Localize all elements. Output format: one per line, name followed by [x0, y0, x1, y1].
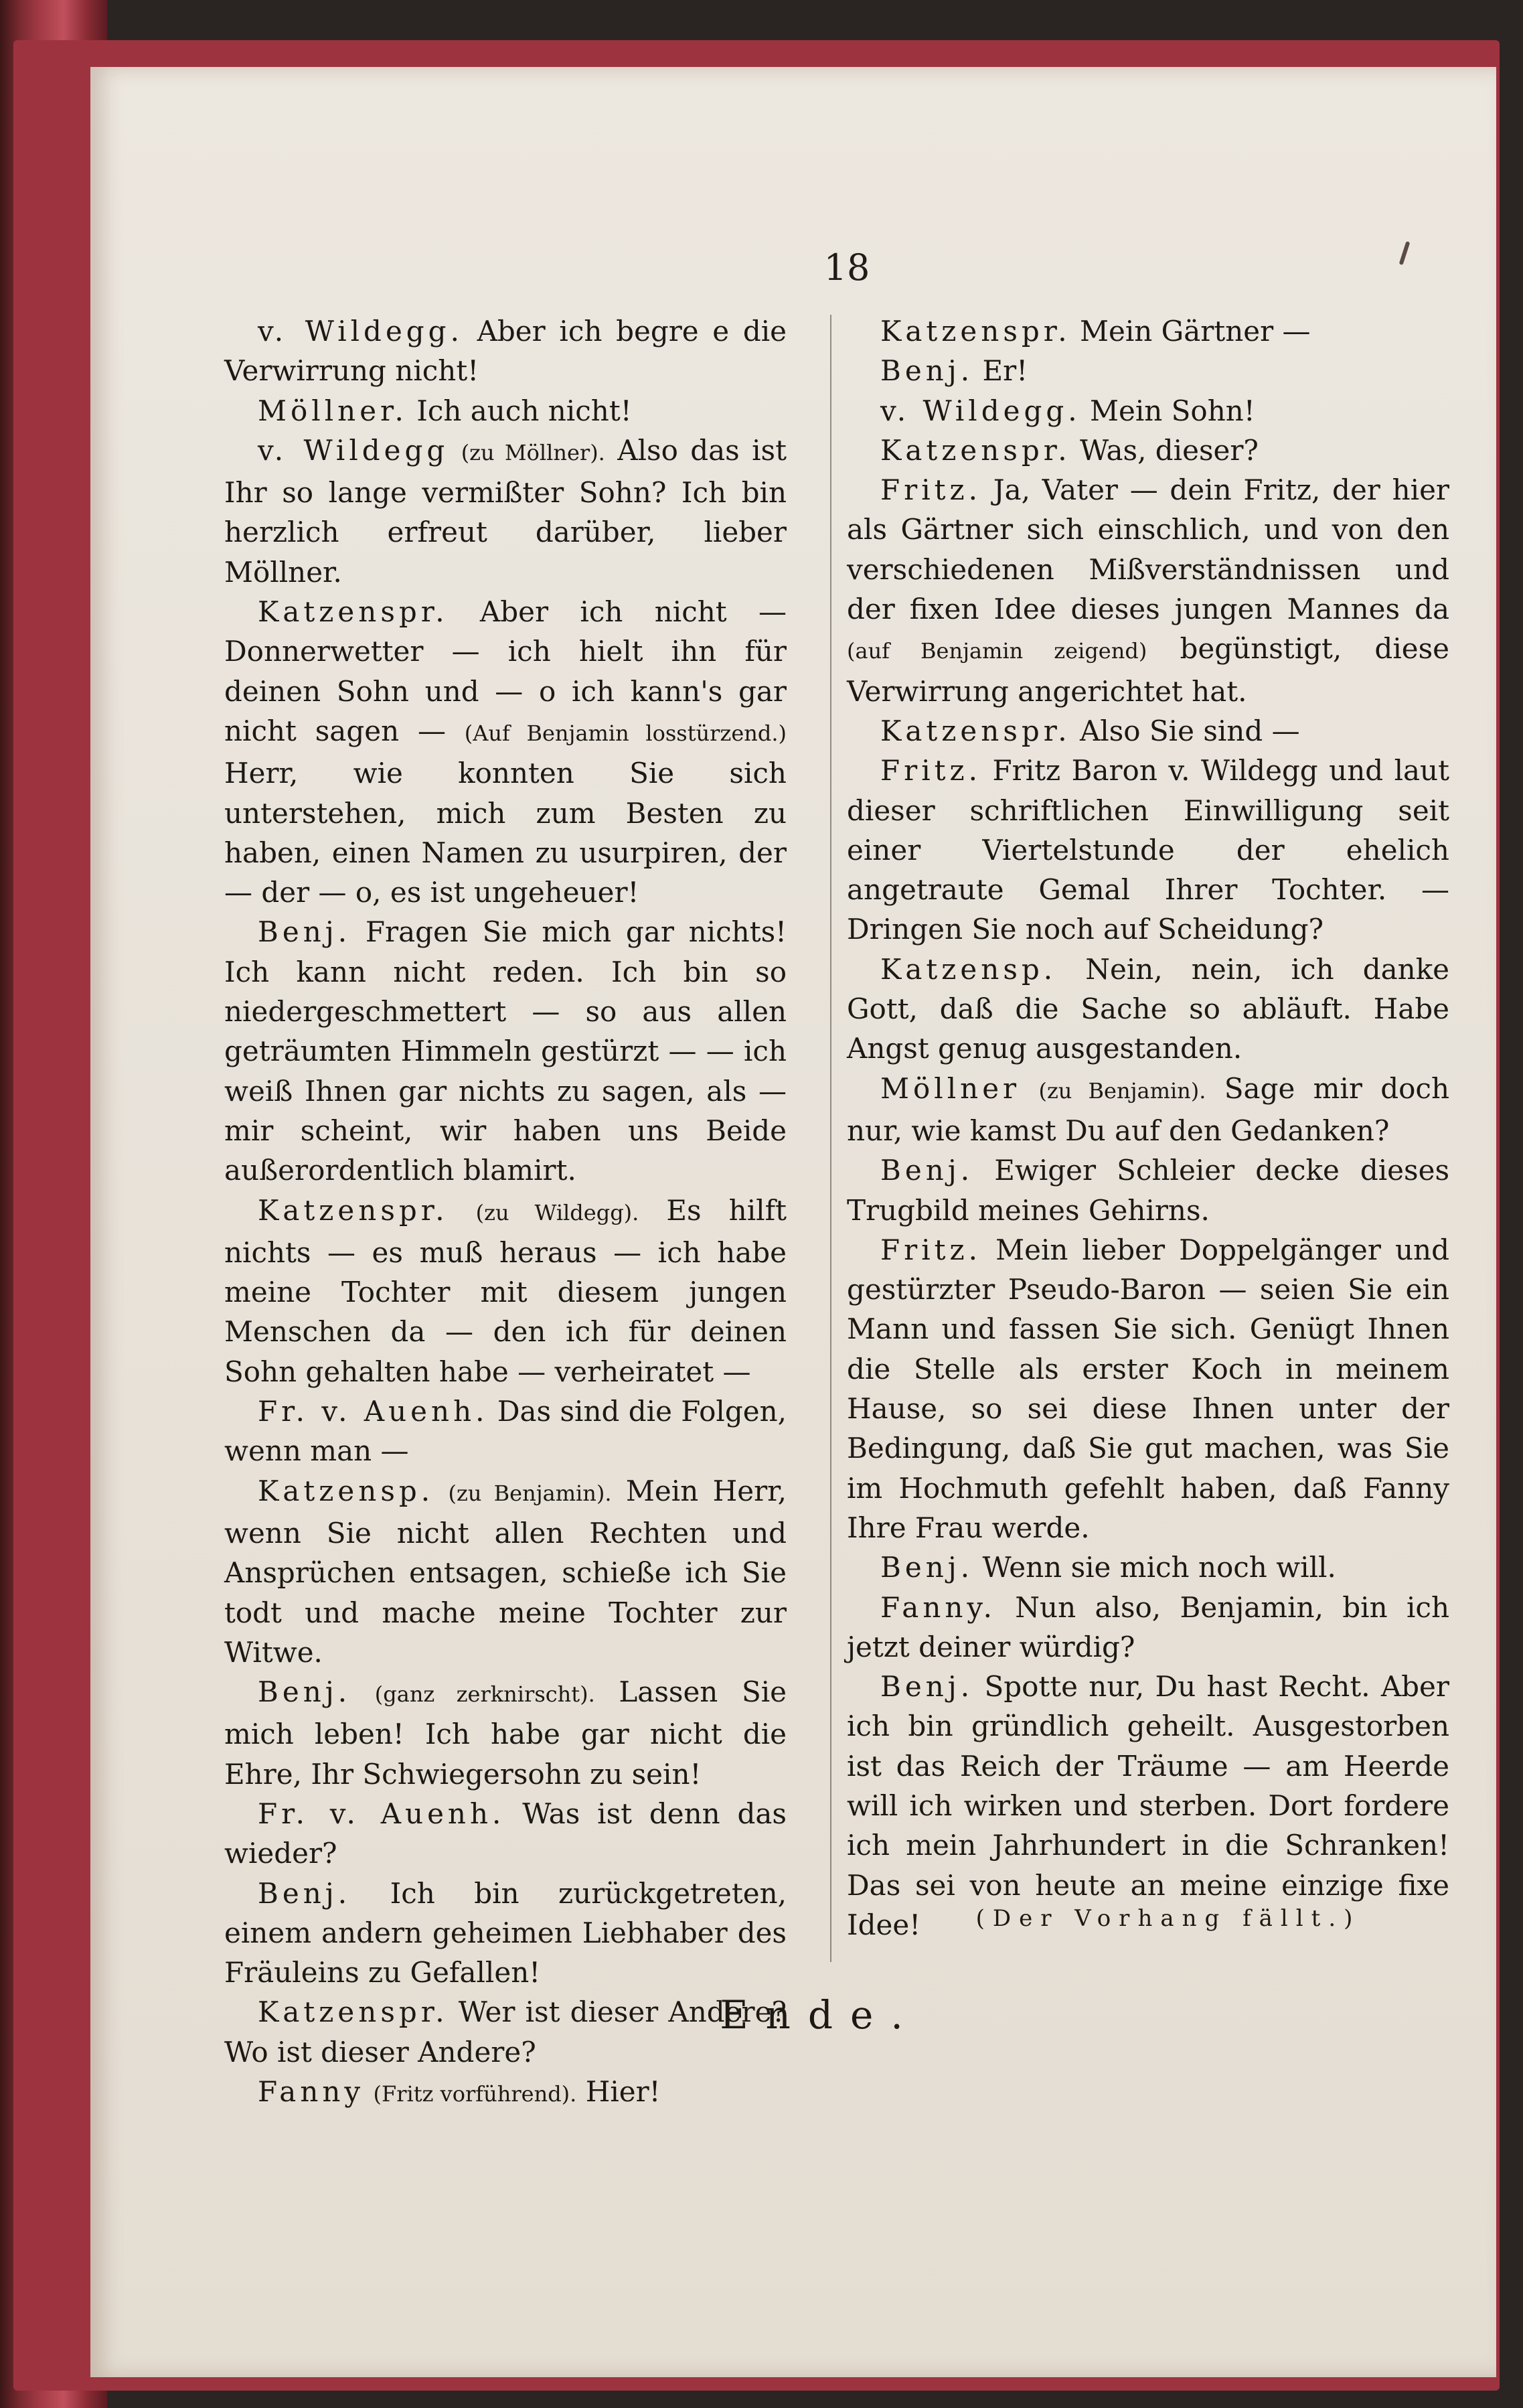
- dialogue-line: [847, 391, 1449, 431]
- dialogue-line: [224, 391, 787, 431]
- speaker-name: Katzenspr.: [880, 714, 1071, 747]
- dialogue-text: Was, dieser?: [1079, 433, 1259, 467]
- speaker-name: v. Wildegg.: [258, 315, 463, 348]
- dialogue-line: [847, 1548, 1449, 1587]
- stage-direction: (zu Benjamin).: [1038, 1077, 1206, 1104]
- dialogue-text: Ewiger Schleier decke dieses Trugbild meines Gehirns.: [847, 1154, 1449, 1227]
- dialogue-text: Wer ist dieser Andere? Wo ist dieser Andere?: [224, 1996, 787, 2068]
- speaker-name: Benj.: [880, 354, 974, 388]
- dialogue-line: [224, 311, 787, 391]
- stage-direction: (auf Benjamin zeigend): [847, 638, 1147, 664]
- dialogue-line: [224, 912, 787, 1190]
- dialogue-line: [847, 311, 1449, 351]
- speaker-name: Benj.: [258, 1675, 351, 1709]
- dialogue-text: Mein Sohn!: [1089, 394, 1255, 427]
- dialogue-line: [847, 1150, 1449, 1230]
- dialogue-text: Hier!: [585, 2075, 661, 2109]
- speaker-name: Fr. v. Auenh.: [258, 1395, 489, 1428]
- speaker-name: Katzensp.: [880, 952, 1057, 986]
- dialogue-text: Wenn sie mich noch will.: [982, 1551, 1336, 1584]
- dialogue-line: [224, 592, 787, 912]
- dialogue-line: [847, 1069, 1449, 1151]
- dialogue-line: [224, 1992, 787, 2072]
- stage-direction: (Fritz vorführend).: [373, 2081, 577, 2107]
- pencil-mark: [1399, 241, 1411, 265]
- speaker-name: Katzenspr.: [880, 433, 1071, 467]
- dialogue-text: Herr, wie konnten Sie sich unterstehen, mich zum Besten zu haben, einen Namen zu usurpiren, der — der — o, es ist ungeheuer!: [224, 757, 787, 909]
- speaker-name: Fritz.: [880, 473, 982, 507]
- stage-direction: (zu Wildegg).: [475, 1199, 639, 1225]
- dialogue-line: [847, 431, 1449, 470]
- dialogue-text: Mein Gärtner —: [1079, 315, 1311, 348]
- dialogue-text: Das sind die Folgen, wenn man —: [224, 1395, 787, 1468]
- dialogue-text: Ja, Vater — dein Fritz, der hier als Gärtner sich einschlich, und von den verschiedenen Mißverständnissen und der fixen Idee dieses jungen Mannes da: [847, 473, 1449, 626]
- dialogue-text: Also das ist Ihr so lange vermißter Sohn? Ich bin herzlich erfreut darüber, lieber Möllner.: [224, 433, 787, 589]
- speaker-name: Benj.: [258, 1876, 351, 1910]
- speaker-name: Fr. v. Auenh.: [258, 1797, 505, 1830]
- left-column: [224, 311, 787, 2114]
- ende-heading: Ende.: [720, 1992, 920, 2038]
- dialogue-line: [224, 1874, 787, 1993]
- speaker-name: Katzenspr.: [258, 1996, 449, 2029]
- column-divider: [830, 315, 831, 1962]
- speaker-name: Fritz.: [880, 1233, 982, 1266]
- dialogue-text: begünstigt, diese Verwirrung angerichtet hat.: [847, 632, 1450, 708]
- closing-stage-direction: (Der Vorhang fällt.): [975, 1905, 1361, 1932]
- speaker-name: Benj.: [880, 1551, 974, 1584]
- dialogue-line: [847, 470, 1449, 711]
- dialogue-line: [224, 1471, 787, 1672]
- dialogue-line: [847, 1588, 1449, 1667]
- speaker-name: Benj.: [258, 915, 351, 949]
- dialogue-text: Ich bin zurückgetreten, einem andern geheimen Liebhaber des Fräuleins zu Gefallen!: [224, 1876, 787, 1989]
- speaker-name: Benj.: [880, 1154, 974, 1187]
- dialogue-text: Fragen Sie mich gar nichts! Ich kann nicht reden. Ich bin so niedergeschmettert — so aus allen geträumten Himmeln gestürzt — — ich weiß Ihnen gar nichts zu sagen, als — mir scheint, wir haben uns Beide außerordentlich blamirt.: [224, 915, 787, 1187]
- dialogue-line: [847, 1230, 1449, 1548]
- speaker-name: Möllner: [880, 1071, 1021, 1105]
- dialogue-text: Er!: [982, 354, 1028, 388]
- speaker-name: Benj.: [880, 1670, 974, 1704]
- speaker-name: Katzenspr.: [258, 1193, 449, 1227]
- dialogue-text: Es hilft nichts — es muß heraus — ich habe meine Tochter mit diesem jungen Menschen da — den ich für deinen Sohn gehalten habe — verheiratet —: [224, 1193, 787, 1388]
- stage-direction: (zu Möllner).: [461, 439, 605, 465]
- dialogue-line: [224, 1794, 787, 1874]
- dialogue-text: Mein lieber Doppelgänger und gestürzter Pseudo-Baron — seien Sie ein Mann und fassen Sie sich. Genügt Ihnen die Stelle als erster Koch in meinem Hause, so sei diese Ihnen unter der Bedingung, daß Sie gut machen, was Sie im Hochmuth gefehlt haben, daß Fanny Ihre Frau werde.: [847, 1233, 1449, 1544]
- dialogue-line: [224, 431, 787, 592]
- dialogue-text: Sage mir doch nur, wie kamst Du auf den Gedanken?: [847, 1071, 1449, 1147]
- dialogue-text: Fritz Baron v. Wildegg und laut dieser schriftlichen Einwilligung seit einer Viertelstunde der ehelich angetraute Gemal Ihrer Tochter. — Dringen Sie noch auf Scheidung?: [847, 754, 1449, 946]
- dialogue-line: [847, 950, 1449, 1069]
- dialogue-text: Nein, nein, ich danke Gott, daß die Sache so abläuft. Habe Angst genug ausgestanden.: [847, 952, 1449, 1065]
- dialogue-text: Lassen Sie mich leben! Ich habe gar nicht die Ehre, Ihr Schwiegersohn zu sein!: [224, 1675, 787, 1791]
- dialogue-text: Ich auch nicht!: [416, 394, 632, 427]
- speaker-name: Katzensp.: [258, 1474, 434, 1507]
- page-number: 18: [823, 246, 870, 289]
- right-column: [847, 311, 1449, 1945]
- stage-direction: (zu Benjamin).: [448, 1480, 612, 1506]
- dialogue-text: Aber ich begre e die Verwirrung nicht!: [224, 315, 787, 388]
- dialogue-text: Aber ich nicht — Donnerwetter — ich hielt ihn für deinen Sohn und — o ich kann's gar nicht sagen —: [224, 595, 787, 747]
- speaker-name: Katzenspr.: [880, 315, 1071, 348]
- speaker-name: v. Wildegg.: [880, 394, 1081, 427]
- dialogue-line: [224, 1191, 787, 1391]
- dialogue-line: [847, 351, 1449, 390]
- dialogue-text: Spotte nur, Du hast Recht. Aber ich bin gründlich geheilt. Ausgestorben ist das Reich der Träume — am Heerde will ich wirken und sterben. Dort fordere ich mein Jahrhundert in die Schranken! Das sei von heute an meine einzige fixe Idee!: [847, 1670, 1449, 1941]
- dialogue-line: [224, 2072, 787, 2114]
- stage-direction: (ganz zerknirscht).: [374, 1681, 595, 1708]
- dialogue-line: [847, 751, 1449, 949]
- dialogue-text: Also Sie sind —: [1079, 714, 1300, 747]
- dialogue-line: [224, 1391, 787, 1471]
- dialogue-text: Was ist denn das wieder?: [224, 1797, 787, 1870]
- speaker-name: Fritz.: [880, 754, 982, 787]
- speaker-name: Fanny.: [880, 1590, 996, 1624]
- speaker-name: v. Wildegg: [258, 433, 449, 467]
- speaker-name: Möllner.: [258, 394, 408, 427]
- dialogue-line: [847, 711, 1449, 751]
- speaker-name: Fanny: [258, 2075, 365, 2109]
- dialogue-text: Mein Herr, wenn Sie nicht allen Rechten und Ansprüchen entsagen, schieße ich Sie todt und mache meine Tochter zur Witwe.: [224, 1474, 787, 1669]
- dialogue-line: [847, 1667, 1449, 1945]
- dialogue-text: Nun also, Benjamin, bin ich jetzt deiner würdig?: [847, 1590, 1449, 1663]
- speaker-name: Katzenspr.: [258, 595, 449, 629]
- dialogue-line: [224, 1672, 787, 1794]
- stage-direction: (Auf Benjamin losstürzend.): [464, 720, 787, 746]
